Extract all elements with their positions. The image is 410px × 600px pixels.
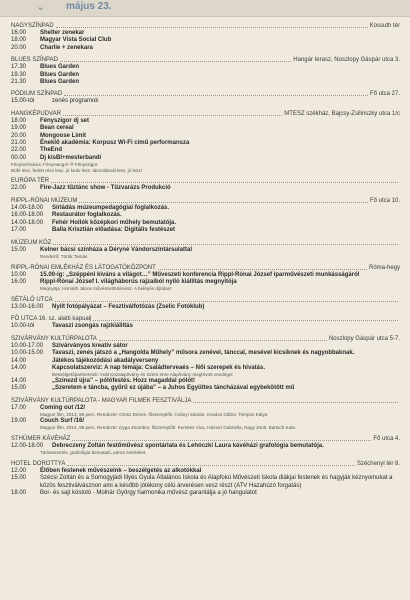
event-row — [11, 133, 400, 140]
event-title: Fényszigor dj set — [40, 117, 90, 124]
venue-location: Róma-hegy — [368, 264, 400, 271]
leader-dots — [55, 301, 398, 302]
event-row — [11, 304, 400, 311]
venue-location: MTESZ székház, Bajcsy-Zsilinszky utca 1/c — [284, 110, 400, 117]
event-time: 17.30 — [11, 64, 27, 71]
event-row — [11, 64, 400, 71]
venue-header — [11, 316, 400, 323]
event-title: Fire-Jazz tűztánc show - Tűzvarázs Produkció — [40, 185, 171, 192]
chevron-down-icon: ⌄ — [36, 1, 46, 13]
event-title: Élőben festenek művészeink – beszélgetés az alkotókkal — [40, 467, 202, 474]
venue-location: Fő utca 4. — [373, 435, 400, 442]
event-time: 22.00 — [11, 185, 27, 192]
venue-section — [11, 240, 400, 260]
event-time: 12.00-18.00 — [11, 442, 44, 449]
event-title: Blues Garden — [40, 71, 80, 78]
venue-name: HOTEL DOROTTYA — [11, 460, 66, 467]
event-title: Balla Krisztián előadása: Digitális festészet — [52, 227, 176, 234]
event-time: 20.00 — [11, 44, 27, 51]
event-row — [11, 358, 400, 365]
event-time: 16.00 — [11, 30, 27, 36]
event-row — [11, 118, 400, 125]
event-time: 21.30 — [11, 79, 27, 86]
venue-name: EURÓPA TÉR — [11, 178, 50, 185]
event-time: 10.00 — [11, 271, 27, 278]
venue-name: BLUES SZÍNPAD — [11, 57, 58, 64]
venue-location: Széchenyi tér 8. — [356, 460, 400, 467]
event-title: Éneklő akadémia: Korpusz Wi-Fi című performansza — [40, 140, 190, 147]
venue-note: Büfé lesz, fedett rész lesz, jó kedv lesz, táncolásnál lesz, jó lesz! — [11, 167, 142, 173]
event-time: 12.00 — [11, 467, 27, 474]
venue-note: Megnyitja: Horváth János művészettörténész. A belépés díjtalan! — [40, 286, 172, 292]
venue-name: RIPPL-RÓNAI MÚZEUM — [11, 197, 78, 204]
event-time: 18.00 — [11, 37, 27, 44]
venue-location: Fő utca 10. — [369, 197, 400, 204]
event-row — [11, 98, 400, 105]
event-row — [11, 37, 400, 44]
leader-dots — [158, 269, 367, 270]
venue-name: SZIVÁRVÁNY KULTÚRPALOTA - MAGYAR FILMEK FESZTIVÁLJA — [11, 397, 192, 404]
event-note: Magyar film, 2013, 96 perc. Rendezte: Orosz Dénes, főszereplők: Csányi Sándor, Kovács Gábor, Tompos Kátya — [40, 412, 268, 418]
venue-header — [11, 91, 400, 98]
venue-section — [11, 111, 400, 174]
event-row — [11, 205, 400, 212]
event-title: Szivárványos kreatív sátor — [52, 342, 128, 349]
event-title: Tavaszi zsongás rajzkiállítás — [52, 323, 133, 330]
leader-dots — [79, 202, 368, 203]
venue-location: Hangár terasz, Noszlopy Gáspár utca 3. — [293, 57, 400, 64]
event-note: Magyar film, 2014, 86 perc. Rendezte: Dyga Zsombor, főszereplők: Kerekes Vica, Hámori Gabriella, Nagy Zsolt, Bartsch Kata — [40, 425, 295, 431]
event-time: 10.00-17.00 — [11, 342, 44, 349]
venue-location: Noszlopy Gáspár utca 5-7. — [328, 335, 400, 342]
venue-section — [11, 178, 400, 192]
event-title: Blues Garden — [40, 79, 80, 86]
venue-name: RIPPL-RÓNAI EMLÉKHÁZ ÉS LÁTOGATÓKÖZPONT — [11, 264, 156, 271]
event-time: 14.00 — [11, 357, 27, 364]
venue-note: Rendező: Török Tamás — [40, 253, 88, 259]
event-time: 19.30 — [11, 71, 27, 78]
date-header — [0, 0, 410, 17]
venue-name: HANGKÉPUDVAR — [11, 110, 61, 117]
venue-name: STHÜMER KÁVÉHÁZ — [11, 435, 71, 442]
event-title: Bor- és sajt kóstoló - Molnár György harmonika művész garantálja a jó hangulatot — [40, 489, 257, 496]
event-row — [11, 405, 400, 412]
event-row — [11, 140, 400, 147]
venue-name: SÉTÁLÓ UTCA — [11, 296, 53, 303]
event-row — [11, 227, 400, 234]
program-list — [0, 17, 410, 497]
leader-dots — [99, 340, 327, 341]
venue-header — [11, 23, 400, 30]
event-title: Bean cereal — [40, 125, 74, 132]
event-title: Fehér Hollók középkori műhely bemutatója. — [52, 219, 177, 226]
venue-header — [11, 111, 400, 118]
event-row — [11, 350, 400, 357]
venue-header — [11, 198, 400, 205]
event-time: 18.00 — [11, 489, 27, 496]
event-time: 00.00 — [11, 154, 27, 161]
event-title: Szécsi Zoltán és a Somogyjádi Illyés Gyula Általános Iskola és Alapfokú Művészeti Iskola diákjai festenek és hagyják kéznyomukat a közös fesztiválvásznon ami a később jótékony célú árverésen vesz részt (ATV Hazahúzó forgatás) — [40, 475, 393, 489]
event-title: Dj kisBl+mesterbandi — [40, 154, 102, 161]
event-title: „Szeretem e táncba, gyűrű ez újába” – a Juhos Együttes táncházával egybekötött mű — [52, 385, 295, 392]
event-title: Tavaszi, zenés játszó a „Hangolda Műhely” műsora zenével, tánccal, mesével kicsiknek és nagyobbaknak. — [52, 350, 355, 357]
venue-name: MÚZEUM KÖZ — [11, 239, 52, 246]
event-title: Kelner bácsi színháza a Dérynė Vándorszíntársulattal — [40, 246, 193, 253]
event-title: Charlie + zenekara — [40, 44, 93, 51]
event-row — [11, 378, 400, 385]
leader-dots — [63, 115, 282, 116]
event-time: 14.00-18.00 — [11, 219, 44, 226]
leader-dots — [72, 440, 371, 441]
event-note: Beszélgetőpartnereink: Indit Közalapítvány és Szent Imre Alapítvány meghívott vendégei — [52, 372, 233, 378]
event-title: Játékos tájékozódási akadályverseny — [52, 357, 159, 364]
event-row — [11, 147, 400, 154]
event-row — [11, 418, 400, 425]
event-title: Shelter zenekar — [40, 30, 85, 36]
event-title: Couch Surf /16/ — [40, 417, 85, 424]
leader-dots — [64, 95, 368, 96]
venue-section — [11, 57, 400, 86]
event-title: Rippl-Rónai József I. világháborús rajzaiból nyíló kiállítás megnyitója — [40, 278, 237, 285]
event-title: Sírládás múzeumpedagógiai foglalkozás. — [52, 204, 170, 211]
venue-header — [11, 336, 400, 343]
leader-dots — [67, 465, 355, 466]
event-row — [11, 212, 400, 219]
event-title: 15.00-ig: „Széppéni kiváns a világot…” Műveszeti konferencia Rippl-Rónai József iparművészeti munkásságáról — [40, 271, 360, 278]
event-row — [11, 323, 400, 330]
venue-location: Kossuth tér — [369, 23, 400, 29]
venue-section — [11, 316, 400, 330]
page-title: május 23. — [66, 1, 112, 12]
event-row — [11, 272, 400, 279]
event-row — [11, 490, 400, 497]
event-row — [11, 125, 400, 132]
event-row — [11, 247, 400, 254]
venue-note: Tárlatvezetés, grafológia bemutató, páros önértéket. — [40, 450, 147, 456]
event-time: 14.00-18.00 — [11, 204, 44, 211]
event-title: Debreczeny Zoltán festőművész spontárlata és Lehóczki Laura kávéházi grafológia bemutatója. — [52, 442, 324, 449]
event-title: zenés programok — [52, 98, 99, 105]
event-time: 22.00 — [11, 147, 27, 154]
venue-section — [11, 461, 400, 498]
venue-section — [11, 23, 400, 52]
event-row — [11, 30, 400, 37]
event-row — [11, 279, 400, 286]
venue-name: FŐ UTCA 16. sz. alatti kapualj — [11, 316, 92, 323]
event-row — [11, 72, 400, 79]
venue-header — [11, 461, 400, 468]
venue-location: Fő utca 27. — [369, 91, 400, 98]
event-time: 10.00-tól — [11, 323, 35, 330]
event-row — [11, 475, 400, 490]
venue-section — [11, 336, 400, 393]
event-row — [11, 45, 400, 52]
venue-header — [11, 240, 400, 247]
venue-header — [11, 297, 400, 304]
event-title: Blues Garden — [40, 64, 80, 71]
event-time: 20.00 — [11, 132, 27, 139]
event-time: 15.00-tól — [11, 98, 35, 105]
venue-note: Fénytechnikus: FényHangÁr ® Fényszigor — [11, 162, 98, 168]
event-time: 14.00 — [11, 377, 27, 384]
venue-section — [11, 198, 400, 235]
event-row — [11, 220, 400, 227]
event-time: 15.00 — [11, 385, 27, 392]
venue-header — [11, 398, 400, 405]
venue-section — [11, 297, 400, 311]
event-title: TheEnd — [40, 147, 62, 154]
event-time: 15.00 — [11, 246, 27, 253]
event-time: 14.00 — [11, 364, 27, 371]
event-time: 19.00 — [11, 125, 27, 132]
event-row — [11, 443, 400, 450]
venue-name: SZIVÁRVÁNY KULTÚRPALOTA — [11, 335, 97, 342]
event-title: „Színezd újra” – pólófestés. Hozz magaddal pólót! — [52, 377, 196, 384]
event-time: 19.00 — [11, 417, 27, 424]
event-time: 17.00 — [11, 227, 27, 234]
event-title: Mongoose Limit — [40, 132, 86, 139]
venue-header — [11, 436, 400, 443]
event-time: 15.00 — [11, 475, 27, 482]
event-title: Kapcsolatszerviz: A nap témája: Családterveaés – Női szerepek és hivatás. — [52, 364, 265, 371]
event-time: 18.00 — [11, 117, 27, 124]
venue-name: NAGYSZÍNPAD — [11, 23, 54, 29]
venue-section — [11, 398, 400, 431]
leader-dots — [56, 27, 368, 28]
venue-section — [11, 436, 400, 456]
event-time: 16.00-18.00 — [11, 212, 44, 219]
event-time: 16.00 — [11, 278, 27, 285]
event-row — [11, 365, 400, 372]
venue-section — [11, 91, 400, 105]
event-title: Restaurátor foglalkozás. — [52, 212, 122, 219]
venue-header — [11, 265, 400, 272]
event-row — [11, 343, 400, 350]
venue-name: PÓDIUM SZÍNPAD — [11, 91, 63, 98]
event-row — [11, 185, 400, 192]
event-time: 17.00 — [11, 404, 27, 411]
event-title: Magyar Vista Social Club — [40, 37, 112, 44]
venue-header — [11, 178, 400, 185]
event-row — [11, 79, 400, 86]
leader-dots — [193, 402, 398, 403]
leader-dots — [51, 182, 398, 183]
leader-dots — [53, 244, 398, 245]
venue-section — [11, 265, 400, 292]
event-time: 10.00-15.00 — [11, 350, 44, 357]
leader-dots — [93, 320, 398, 321]
event-row — [11, 385, 400, 392]
event-time: 21.00 — [11, 140, 27, 147]
event-time: 13.00-16.00 — [11, 303, 44, 310]
event-title: Nyílt fotópályázat – Fesztiválfotózás (Zselic Fotóklub) — [52, 303, 205, 310]
event-title: Coming out /12/ — [40, 404, 85, 411]
leader-dots — [60, 61, 291, 62]
venue-header — [11, 57, 400, 64]
